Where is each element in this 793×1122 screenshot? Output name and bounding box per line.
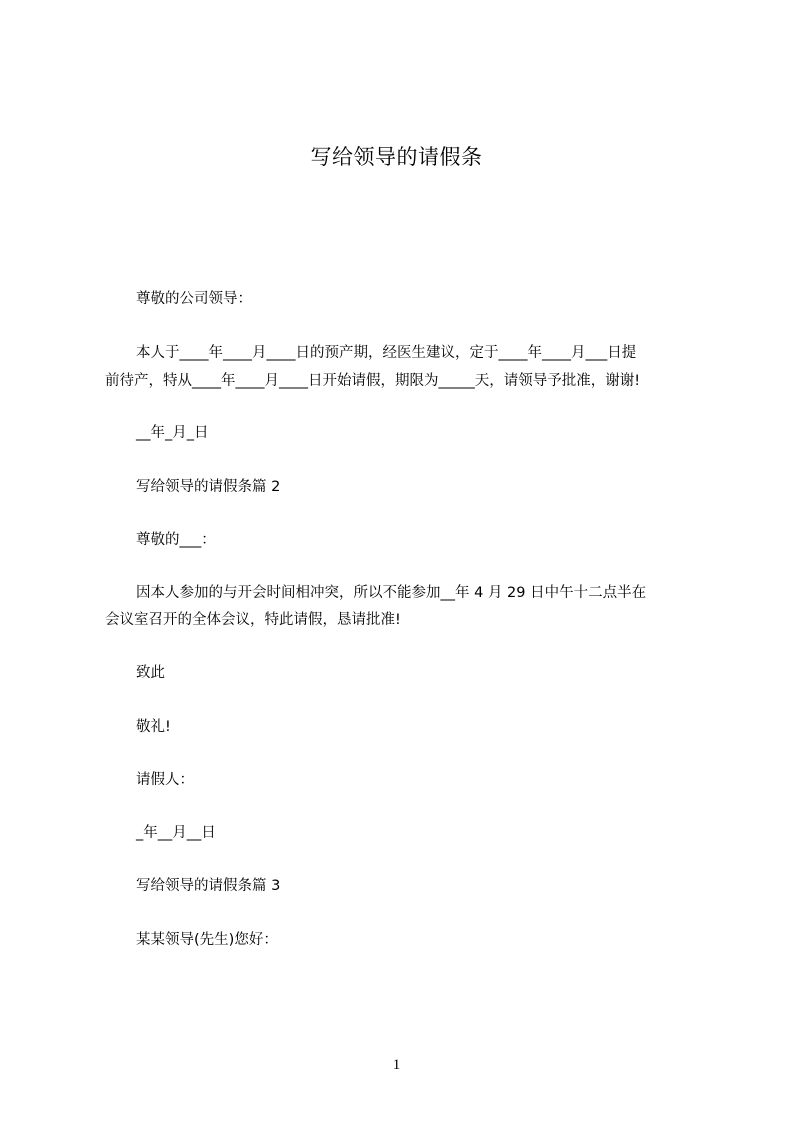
- salutation-3: [105, 927, 705, 954]
- closing-line-2: [105, 714, 705, 741]
- meeting-paragraph-line-2: [105, 607, 705, 634]
- section-heading-3: [105, 873, 705, 900]
- requester-text: 请假人：: [136, 772, 194, 788]
- section-heading-2: [105, 474, 705, 501]
- leave-request-paragraph-line-2: [105, 368, 705, 395]
- document-title: 写给领导的请假条: [310, 145, 483, 169]
- date-line-2: [105, 820, 705, 847]
- requester-line: [105, 767, 705, 794]
- date-line: [105, 420, 705, 447]
- date-text: __年_月_日: [136, 425, 209, 441]
- leave-request-paragraph-line-1: [105, 340, 705, 367]
- closing-line-1: [105, 660, 705, 687]
- salutation: [105, 286, 705, 313]
- salutation-2: [105, 527, 705, 554]
- salutation-text: 尊敬的___：: [136, 532, 216, 548]
- section-heading-text: 写给领导的请假条篇 2: [136, 479, 281, 495]
- paragraph-text: 前待产，特从____年____月____日开始请假，期限为_____天，请领导予批准，谢谢!: [105, 373, 641, 389]
- paragraph-text: 本人于____年____月____日的预产期，经医生建议，定于____年____月___日提: [136, 345, 637, 361]
- page-number: 1: [392, 1057, 401, 1073]
- paragraph-text: 会议室召开的全体会议，特此请假，恳请批准!: [105, 612, 401, 628]
- closing-text: 敬礼!: [136, 719, 171, 735]
- paragraph-text: 因本人参加的与开会时间相冲突，所以不能参加__年 4 月 29 日中午十二点半在: [136, 585, 647, 601]
- salutation-text: 尊敬的公司领导：: [136, 291, 252, 307]
- meeting-paragraph-line-1: [105, 580, 705, 607]
- closing-text: 致此: [136, 665, 165, 681]
- date-text: _年__月__日: [136, 825, 216, 841]
- section-heading-text: 写给领导的请假条篇 3: [136, 878, 281, 894]
- salutation-text: 某某领导(先生)您好：: [136, 932, 278, 948]
